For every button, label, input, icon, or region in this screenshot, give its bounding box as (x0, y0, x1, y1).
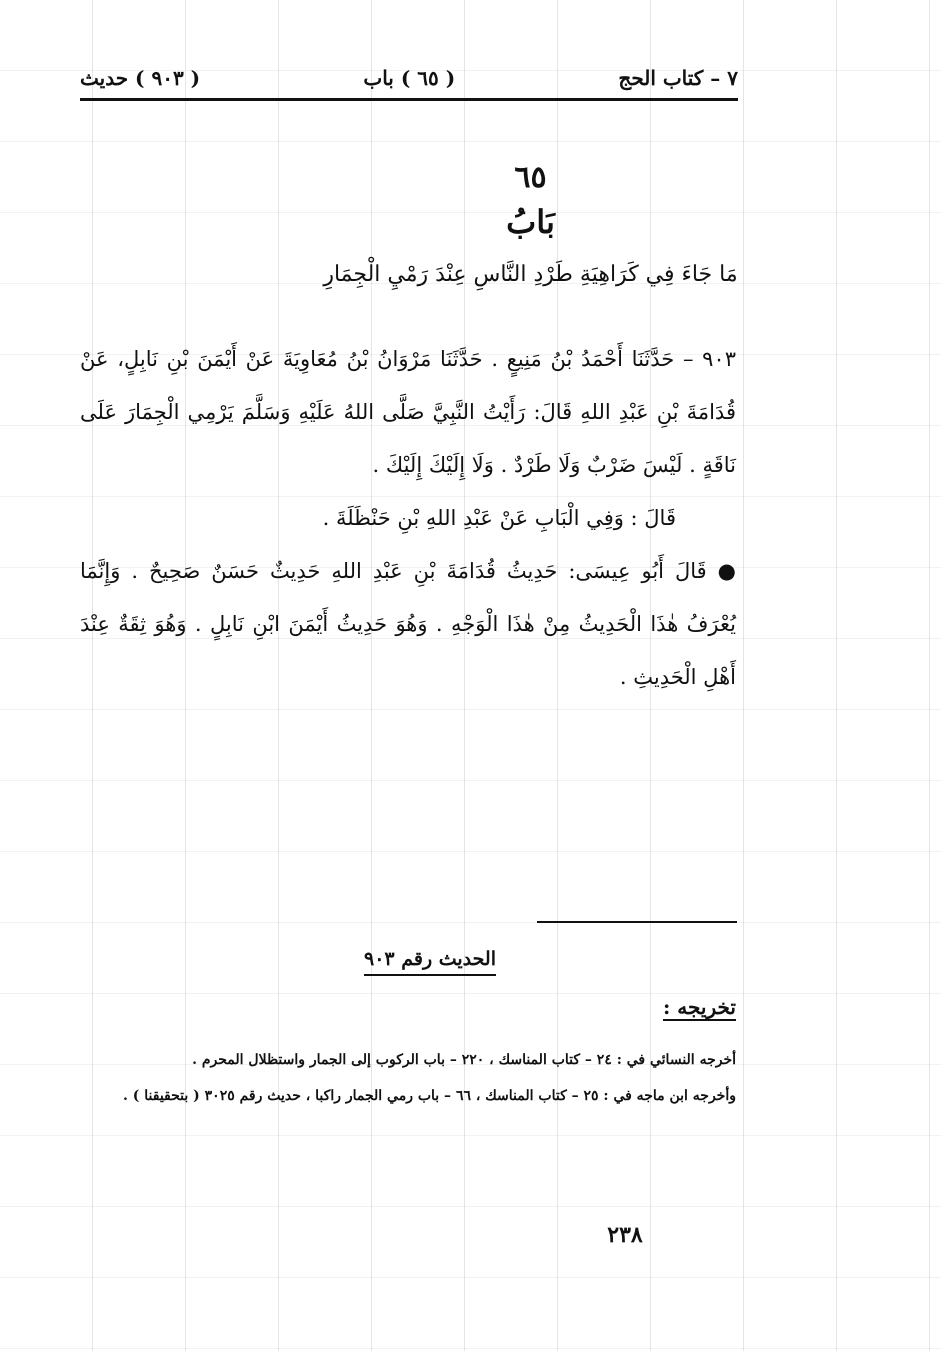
page-number: ٢٣٨ (607, 1222, 643, 1248)
footnote-line: وأخرجه ابن ماجه في : ٢٥ – كتاب المناسك ، ٦٦ – باب رمي الجمار راكبا ، حديث رقم ٣٠٢٥ ( بتحقيقنا ) . (123, 1088, 736, 1104)
footnote-heading (300, 948, 560, 970)
takhrij-label-text: تخريجه : (662, 995, 736, 1019)
footnote-heading-text: الحديث رقم ٩٠٣ (364, 948, 496, 976)
running-header (80, 58, 738, 101)
bab-note: قَالَ : وَفِي الْبَابِ عَنْ عَبْدِ اللهِ بْنِ حَنْظَلَةَ . (322, 506, 676, 530)
takhrij-label (560, 995, 736, 1019)
hadith-body (80, 333, 736, 704)
footnote-line: أخرجه النسائي في : ٢٤ – كتاب المناسك ، ٢٢٠ – باب الركوب إلى الجمار واستظلال المحرم . (192, 1052, 736, 1068)
abu-isa-comment: ● قَالَ أَبُو عِيسَى: حَدِيثُ قُدَامَةَ بْنِ عَبْدِ اللهِ حَدِيثٌ حَسَنٌ صَحِيحٌ . وَإِنَّمَا يُعْرَفُ هٰذَا الْحَدِيثُ مِنْ هٰذَا الْوَجْهِ . وَهُوَ حَدِيثُ أَيْمَنَ ابْنِ نَابِلٍ . وَهُوَ ثِقَةٌ عِنْدَ أَهْلِ الْحَدِيثِ . (80, 559, 736, 689)
header-hadith: ( ٩٠٣ ) حديث (80, 66, 201, 90)
chapter-heading: بَابُ (506, 203, 555, 241)
chapter-number: ٦٥ (514, 160, 547, 195)
footnote-separator (537, 921, 737, 923)
hadith-text: ٩٠٣ – حَدَّثَنَا أَحْمَدُ بْنُ مَنِيعٍ . حَدَّثَنَا مَرْوَانُ بْنُ مُعَاوِيَةَ عَنْ أَيْمَنَ بْنِ نَابِلٍ، عَنْ قُدَامَةَ بْنِ عَبْدِ اللهِ قَالَ: رَأَيْتُ النَّبِيَّ صَلَّى اللهُ عَلَيْهِ وَسَلَّمَ يَرْمِي الْجِمَارَ عَلَى نَاقَةٍ . لَيْسَ ضَرْبٌ وَلَا طَرْدٌ . وَلَا إِلَيْكَ إِلَيْكَ . (80, 347, 736, 477)
footnotes (80, 1045, 736, 1117)
header-chapter: ( ٦٥ ) باب (363, 66, 456, 90)
header-book-title: ٧ – كتاب الحج (618, 66, 738, 90)
chapter-title: مَا جَاءَ فِي كَرَاهِيَةِ طَرْدِ النَّاسِ عِنْدَ رَمْيِ الْجِمَارِ (323, 262, 738, 287)
